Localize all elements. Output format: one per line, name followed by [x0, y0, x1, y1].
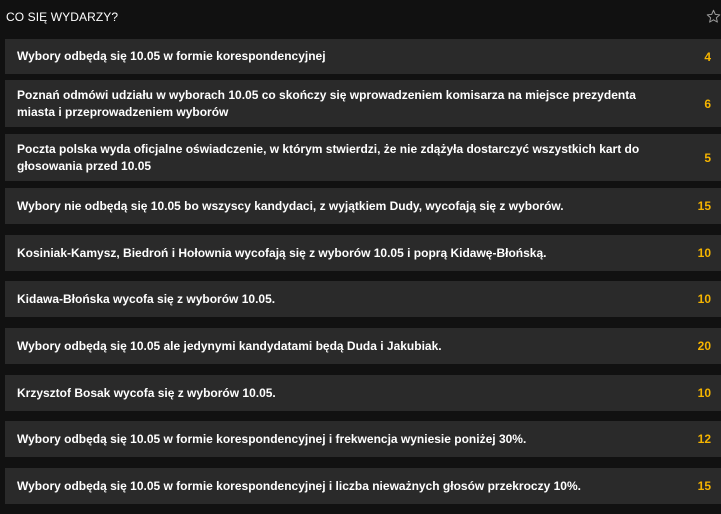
- bet-description: Kosiniak-Kamysz, Biedroń i Hołownia wycofają się z wyborów 10.05 i poprą Kidawę-Błońską.: [17, 245, 547, 260]
- bet-row[interactable]: [5, 375, 721, 411]
- bet-row[interactable]: [5, 468, 721, 504]
- bet-row[interactable]: [5, 281, 721, 317]
- bet-odds[interactable]: 5: [704, 150, 711, 165]
- bet-description: Wybory odbędą się 10.05 w formie korespondencyjnej i frekwencja wyniesie poniżej 30%.: [17, 431, 527, 446]
- header: [0, 0, 721, 34]
- bet-odds[interactable]: 10: [697, 386, 711, 400]
- bet-row[interactable]: [5, 328, 721, 364]
- bet-row[interactable]: [5, 134, 721, 181]
- bet-odds[interactable]: 20: [697, 339, 711, 353]
- bet-row[interactable]: [5, 188, 721, 224]
- bet-odds[interactable]: 6: [704, 96, 711, 111]
- bet-odds[interactable]: 15: [697, 479, 711, 493]
- bet-odds[interactable]: 12: [697, 432, 711, 446]
- bet-description: Poznań odmówi udziału w wyborach 10.05 co skończy się wprowadzeniem komisarza na miejsce prezydenta miasta i przeprowadzeniem wyborów: [17, 87, 636, 119]
- page-title: CO SIĘ WYDARZY?: [6, 10, 119, 24]
- bet-row[interactable]: [5, 39, 721, 74]
- bet-description: Wybory odbędą się 10.05 w formie korespondencyjnej: [17, 49, 326, 63]
- bet-odds[interactable]: 10: [697, 292, 711, 306]
- bet-description: Poczta polska wyda oficjalne oświadczenie, w którym stwierdzi, że nie zdążyła dostarczyć wszystkich kart do głosowania przed 10.05: [17, 141, 640, 173]
- bet-odds[interactable]: 10: [697, 246, 711, 260]
- star-icon[interactable]: [706, 9, 721, 24]
- bet-row[interactable]: [5, 235, 721, 271]
- bet-description: Kidawa-Błońska wycofa się z wyborów 10.05.: [17, 291, 276, 306]
- bet-row[interactable]: [5, 421, 721, 457]
- bet-row[interactable]: [5, 80, 721, 127]
- bet-odds[interactable]: 4: [704, 49, 711, 64]
- bet-description: Krzysztof Bosak wycofa się z wyborów 10.05.: [17, 385, 276, 400]
- bet-description: Wybory odbędą się 10.05 ale jedynymi kandydatami będą Duda i Jakubiak.: [17, 338, 442, 353]
- bet-description: Wybory nie odbędą się 10.05 bo wszyscy kandydaci, z wyjątkiem Dudy, wycofają się z wyborów.: [17, 198, 564, 213]
- bet-odds[interactable]: 15: [697, 199, 711, 213]
- bet-description: Wybory odbędą się 10.05 w formie korespondencyjnej i liczba nieważnych głosów przekroczy 10%.: [17, 478, 581, 493]
